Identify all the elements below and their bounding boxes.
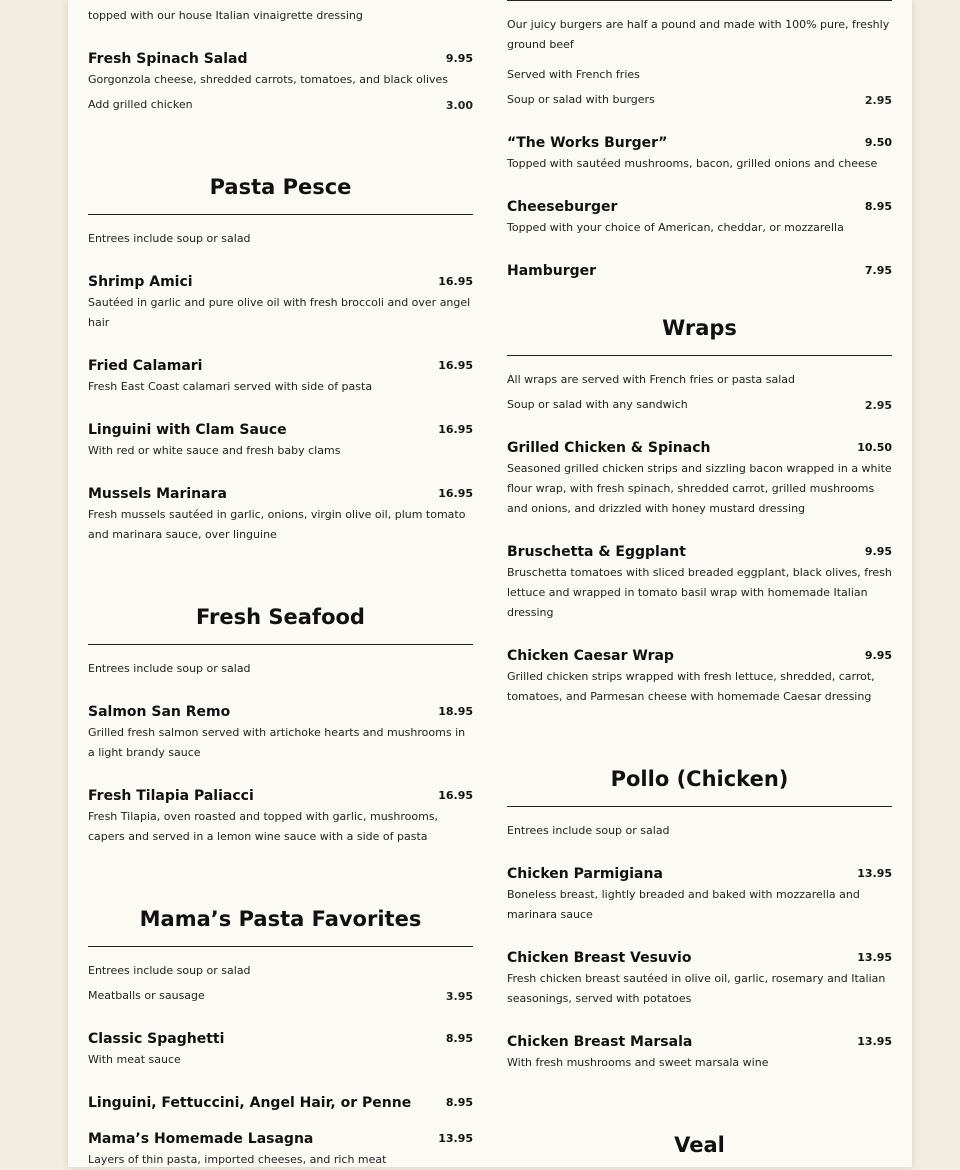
addon-price: 3.95	[445, 990, 473, 1003]
menu-item-price: 10.50	[857, 441, 892, 454]
menu-item-salmon-san-remo	[88, 701, 473, 721]
menu-item-price: 13.95	[438, 1132, 473, 1145]
section-note: All wraps are served with French fries or pasta salad	[507, 373, 796, 386]
menu-item-grilled-chicken-spinach	[507, 437, 892, 457]
burgers-fries-note: Served with French fries	[507, 68, 640, 81]
menu-item-price: 8.95	[445, 1032, 473, 1045]
menu-item-lasagna	[88, 1128, 473, 1148]
menu-item-description: With meat sauce	[88, 1053, 181, 1066]
menu-item-description: Fresh mussels sautéed in garlic, onions, virgin olive oil, plum tomato and marinara sauce, over linguine	[88, 508, 466, 541]
menu-item-description: Grilled fresh salmon served with artichoke hearts and mushrooms in a light brandy sauce	[88, 726, 466, 759]
section-title-pasta-pesce: Pasta Pesce	[209, 175, 352, 199]
menu-item-price: 8.95	[864, 200, 892, 213]
menu-item-name: Mama’s Homemade Lasagna	[88, 1131, 314, 1147]
menu-item-classic-spaghetti	[88, 1028, 473, 1048]
menu-item-name: Chicken Breast Marsala	[507, 1034, 693, 1050]
addon-grilled-chicken	[88, 95, 473, 115]
menu-item-price: 9.95	[445, 52, 473, 65]
menu-item-name: Salmon San Remo	[88, 704, 231, 720]
menu-item-name: Bruschetta & Eggplant	[507, 544, 686, 560]
addon-meatballs	[88, 986, 473, 1006]
menu-item-price: 9.95	[864, 649, 892, 662]
addon-label: Soup or salad with any sandwich	[507, 398, 688, 411]
section-divider	[88, 214, 473, 215]
menu-item-price: 9.50	[864, 136, 892, 149]
section-divider	[88, 946, 473, 947]
addon-soup-salad-sandwich	[507, 395, 892, 415]
menu-item-chicken-parmigiana	[507, 863, 892, 883]
menu-item-price: 16.95	[438, 423, 473, 436]
menu-item-price: 16.95	[438, 275, 473, 288]
section-divider	[507, 355, 892, 356]
menu-item-chicken-marsala	[507, 1031, 892, 1051]
section-note: Entrees include soup or salad	[88, 232, 251, 245]
section-note: Entrees include soup or salad	[88, 662, 251, 675]
menu-item-name: Chicken Breast Vesuvio	[507, 950, 692, 966]
section-title-pollo: Pollo (Chicken)	[610, 767, 789, 791]
menu-item-linguini-clam	[88, 419, 473, 439]
menu-item-description: Seasoned grilled chicken strips and sizzling bacon wrapped in a white flour wrap, with fresh spinach, shredded carrot, grilled mushrooms and onions, and drizzled with honey mustard dressing	[507, 462, 892, 515]
menu-item-description: Bruschetta tomatoes with sliced breaded eggplant, black olives, fresh lettuce and wrapped in tomato basil wrap with homemade Italian dressing	[507, 566, 892, 619]
menu-item-price: 13.95	[857, 867, 892, 880]
section-title-wraps: Wraps	[662, 316, 737, 340]
menu-item-shrimp-amici	[88, 271, 473, 291]
section-title-veal: Veal	[674, 1133, 725, 1157]
menu-item-description: With red or white sauce and fresh baby clams	[88, 444, 341, 457]
menu-item-name: Fresh Tilapia Paliacci	[88, 788, 254, 804]
menu-item-works-burger	[507, 132, 892, 152]
section-title-mamas-pasta: Mama’s Pasta Favorites	[139, 907, 422, 931]
menu-item-mussels-marinara	[88, 483, 473, 503]
addon-label: Add grilled chicken	[88, 98, 193, 111]
section-divider	[507, 806, 892, 807]
section-note: Entrees include soup or salad	[88, 964, 251, 977]
menu-item-name: Shrimp Amici	[88, 274, 193, 290]
menu-item-price: 16.95	[438, 359, 473, 372]
addon-soup-salad-burgers	[507, 90, 892, 110]
menu-item-description: With fresh mushrooms and sweet marsala wine	[507, 1056, 769, 1069]
menu-item-price: 16.95	[438, 789, 473, 802]
section-note: Entrees include soup or salad	[507, 824, 670, 837]
salad-description: topped with our house Italian vinaigrette dressing	[88, 9, 363, 22]
menu-item-name: Linguini, Fettuccini, Angel Hair, or Penne	[88, 1095, 412, 1111]
menu-item-chicken-caesar-wrap	[507, 645, 892, 665]
menu-item-price: 13.95	[857, 951, 892, 964]
menu-item-hamburger	[507, 260, 892, 280]
menu-item-price: 16.95	[438, 487, 473, 500]
menu-item-description: Fresh chicken breast sautéed in olive oil, garlic, rosemary and Italian seasonings, served with potatoes	[507, 972, 886, 1005]
menu-item-name: “The Works Burger”	[507, 135, 668, 151]
menu-item-name: Chicken Caesar Wrap	[507, 648, 674, 664]
section-divider	[507, 0, 892, 1]
menu-item-price: 18.95	[438, 705, 473, 718]
menu-item-name: Cheeseburger	[507, 199, 618, 215]
menu-item-description: Fresh East Coast calamari served with side of pasta	[88, 380, 373, 393]
addon-label: Meatballs or sausage	[88, 989, 205, 1002]
menu-item-tilapia-paliacci	[88, 785, 473, 805]
burgers-intro: Our juicy burgers are half a pound and made with 100% pure, freshly ground beef	[507, 18, 890, 51]
menu-item-description: Grilled chicken strips wrapped with fresh lettuce, shredded, carrot, tomatoes, and Parmesan cheese with homemade Caesar dressing	[507, 670, 875, 703]
menu-item-description: Topped with your choice of American, cheddar, or mozzarella	[507, 221, 844, 234]
menu-item-name: Classic Spaghetti	[88, 1031, 225, 1047]
menu-item-price: 7.95	[864, 264, 892, 277]
menu-item-price: 9.95	[864, 545, 892, 558]
menu-item-name: Fried Calamari	[88, 358, 203, 374]
menu-item-name: Linguini with Clam Sauce	[88, 422, 287, 438]
menu-item-description: Layers of thin pasta, imported cheeses, and rich meat	[88, 1153, 387, 1166]
menu-item-pasta-choice	[88, 1092, 473, 1112]
menu-item-spinach-salad	[88, 48, 473, 68]
addon-label: Soup or salad with burgers	[507, 93, 655, 106]
addon-price: 2.95	[864, 94, 892, 107]
menu-item-bruschetta-eggplant	[507, 541, 892, 561]
menu-item-name: Hamburger	[507, 263, 597, 279]
menu-item-description: Gorgonzola cheese, shredded carrots, tomatoes, and black olives	[88, 73, 449, 86]
menu-item-description: Fresh Tilapia, oven roasted and topped with garlic, mushrooms, capers and served in a lemon wine sauce with a side of pasta	[88, 810, 439, 843]
menu-item-description: Topped with sautéed mushrooms, bacon, grilled onions and cheese	[507, 157, 878, 170]
menu-item-name: Chicken Parmigiana	[507, 866, 663, 882]
menu-item-chicken-vesuvio	[507, 947, 892, 967]
menu-item-price: 8.95	[445, 1096, 473, 1109]
menu-item-name: Grilled Chicken & Spinach	[507, 440, 711, 456]
menu-item-name: Mussels Marinara	[88, 486, 227, 502]
addon-price: 2.95	[864, 399, 892, 412]
menu-item-cheeseburger	[507, 196, 892, 216]
menu-item-description: Sautéed in garlic and pure olive oil with fresh broccoli and over angel hair	[88, 296, 471, 329]
addon-price: 3.00	[445, 99, 473, 112]
menu-item-name: Fresh Spinach Salad	[88, 51, 248, 67]
menu-item-price: 13.95	[857, 1035, 892, 1048]
menu-item-description: Boneless breast, lightly breaded and baked with mozzarella and marinara sauce	[507, 888, 860, 921]
section-divider	[88, 644, 473, 645]
menu-item-fried-calamari	[88, 355, 473, 375]
section-title-fresh-seafood: Fresh Seafood	[196, 605, 365, 629]
